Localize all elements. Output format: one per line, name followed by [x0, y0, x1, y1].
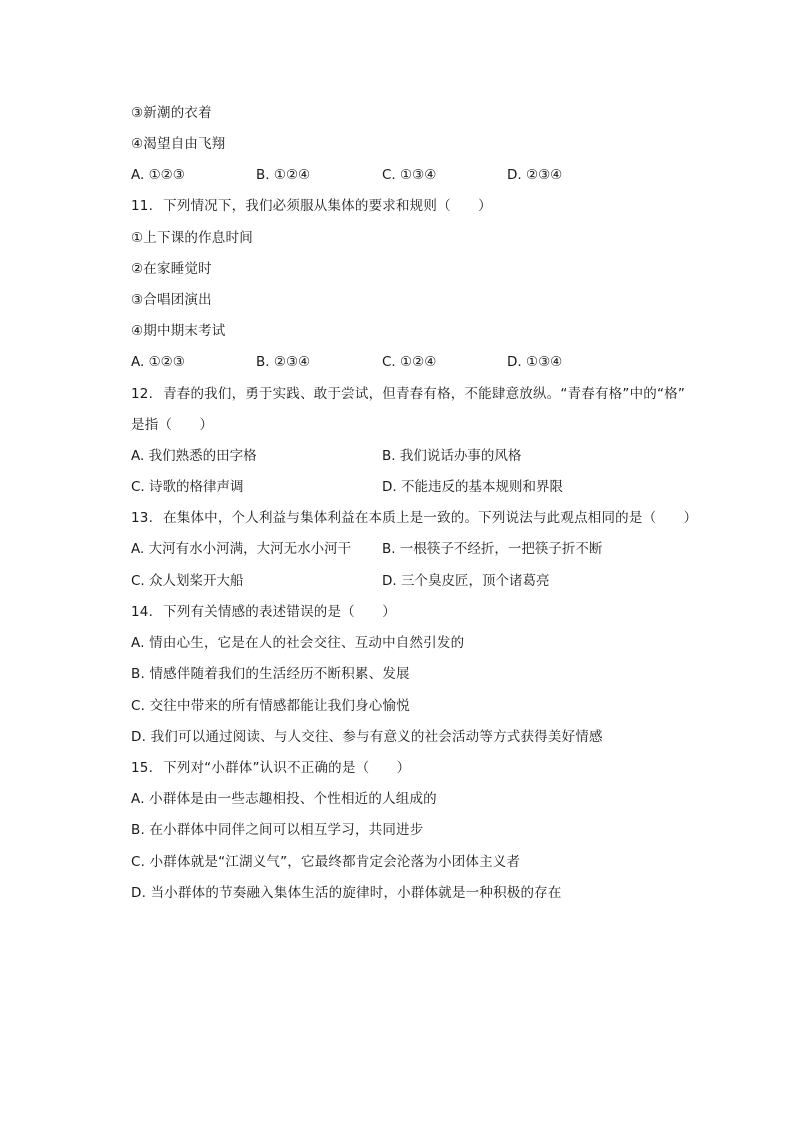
q10-option-b: B. ①②④ — [256, 167, 311, 183]
q11-stem: 下列情况下，我们必须服从集体的要求和规则（ ） — [163, 198, 492, 214]
q11-stem-line — [131, 197, 492, 215]
q10-option-a: A. ①②③ — [131, 167, 185, 183]
q12-stem-line-1 — [131, 385, 685, 403]
q11-item-2: ②在家睡觉时 — [131, 261, 212, 277]
q15-option-a: A. 小群体是由一些志趣相投、个性相近的人组成的 — [131, 791, 437, 807]
q13-option-c: C. 众人划桨开大船 — [131, 573, 244, 589]
q13-option-b: B. 一根筷子不经折，一把筷子折不断 — [382, 541, 603, 557]
q12-option-a: A. 我们熟悉的田字格 — [131, 448, 257, 464]
q11-item-3: ③合唱团演出 — [131, 292, 212, 308]
q10-option-d: D. ②③④ — [507, 167, 563, 183]
q11-option-d: D. ①③④ — [507, 354, 563, 370]
q13-option-a: A. 大河有水小河满，大河无水小河干 — [131, 541, 352, 557]
q13-number: 13. — [131, 510, 154, 526]
q13-stem-line — [131, 509, 697, 527]
q14-number: 14. — [131, 604, 154, 620]
q11-option-a: A. ①②③ — [131, 354, 185, 370]
q15-option-c: C. 小群体就是“江湖义气”，它最终都肯定会沦落为小团体主义者 — [131, 854, 521, 870]
q10-item-4: ④渴望自由飞翔 — [131, 136, 226, 152]
q11-option-b: B. ②③④ — [256, 354, 311, 370]
q12-number: 12. — [131, 386, 154, 402]
q12-option-d: D. 不能违反的基本规则和界限 — [382, 479, 563, 495]
q14-option-c: C. 交往中带来的所有情感都能让我们身心愉悦 — [131, 698, 410, 714]
q14-option-b: B. 情感伴随着我们的生活经历不断积累、发展 — [131, 666, 410, 682]
q12-option-c: C. 诗歌的格律声调 — [131, 479, 244, 495]
q10-option-c: C. ①③④ — [382, 167, 437, 183]
q13-stem: 在集体中，个人利益与集体利益在本质上是一致的。下列说法与此观点相同的是（ ） — [163, 510, 698, 526]
q12-stem-line-2: 是指（ ） — [131, 417, 214, 433]
q11-item-1: ①上下课的作息时间 — [131, 230, 253, 246]
q14-option-a: A. 情由心生，它是在人的社会交往、互动中自然引发的 — [131, 635, 465, 651]
q11-number: 11. — [131, 198, 154, 214]
q15-stem: 下列对“小群体”认识不正确的是（ ） — [163, 760, 411, 776]
q15-number: 15. — [131, 760, 154, 776]
q10-item-3: ③新潮的衣着 — [131, 105, 212, 121]
q12-option-b: B. 我们说话办事的风格 — [382, 448, 522, 464]
q15-option-b: B. 在小群体中同伴之间可以相互学习，共同进步 — [131, 822, 424, 838]
q14-option-d: D. 我们可以通过阅读、与人交往、参与有意义的社会活动等方式获得美好情感 — [131, 729, 603, 745]
q11-item-4: ④期中期末考试 — [131, 323, 226, 339]
q15-option-d: D. 当小群体的节奏融入集体生活的旋律时，小群体就是一种积极的存在 — [131, 885, 562, 901]
q14-stem: 下列有关情感的表述错误的是（ ） — [163, 604, 396, 620]
q15-stem-line — [131, 759, 410, 777]
q13-option-d: D. 三个臭皮匠，顶个诸葛亮 — [382, 573, 550, 589]
q11-option-c: C. ①②④ — [382, 354, 437, 370]
q14-stem-line — [131, 603, 396, 621]
q12-stem-1: 青春的我们，勇于实践、敢于尝试，但青春有格，不能肆意放纵。“青春有格”中的“格” — [163, 386, 686, 402]
